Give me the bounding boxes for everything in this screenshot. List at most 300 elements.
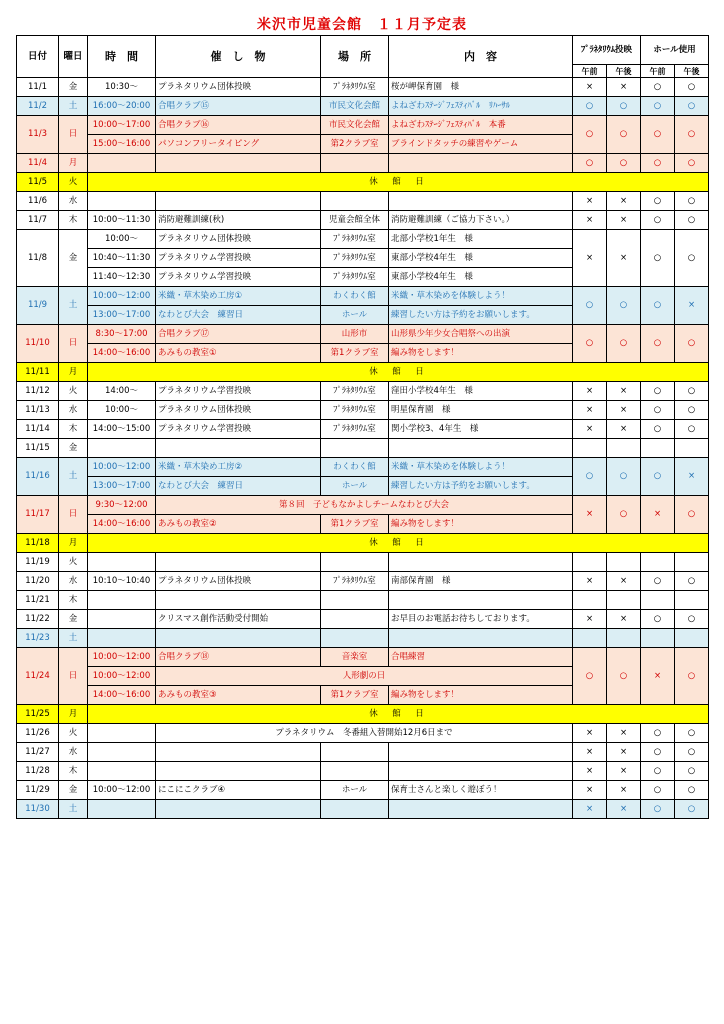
time-cell [88, 800, 156, 819]
planetarium-pm-mark: × [607, 211, 641, 230]
date-cell: 11/20 [17, 572, 59, 591]
time-cell [88, 553, 156, 572]
place-cell: わくわく館 [321, 458, 389, 477]
schedule-row [17, 496, 709, 515]
content-cell: 練習したい方は予約をお願いします。 [389, 477, 573, 496]
event-cell [156, 762, 321, 781]
planetarium-pm-mark: × [607, 572, 641, 591]
planetarium-am-mark: ○ [573, 154, 607, 173]
date-cell: 11/12 [17, 382, 59, 401]
planetarium-pm-mark: ○ [607, 458, 641, 496]
hall-am-mark: ○ [641, 724, 675, 743]
date-cell: 11/30 [17, 800, 59, 819]
place-cell: 山形市 [321, 325, 389, 344]
planetarium-am-mark: × [573, 800, 607, 819]
event-cell: プラネタリウム学習投映 [156, 382, 321, 401]
hall-pm-mark: ○ [675, 762, 709, 781]
schedule-row [17, 420, 709, 439]
place-cell [321, 743, 389, 762]
hall-am-mark: ○ [641, 287, 675, 325]
planetarium-am-mark: × [573, 420, 607, 439]
hall-pm-mark: ○ [675, 211, 709, 230]
place-cell [321, 591, 389, 610]
special-event-cell: 人形劇の日 [156, 667, 573, 686]
place-cell [321, 553, 389, 572]
hall-pm-mark: × [675, 287, 709, 325]
hall-am-mark: ○ [641, 401, 675, 420]
schedule-row [17, 743, 709, 762]
content-cell [389, 591, 573, 610]
date-cell: 11/11 [17, 363, 59, 382]
hall-pm-mark: ○ [675, 325, 709, 363]
event-cell: なわとび大会 練習日 [156, 306, 321, 325]
weekday-cell: 金 [59, 610, 88, 629]
event-cell: パソコンフリータイピング [156, 135, 321, 154]
weekday-cell: 火 [59, 553, 88, 572]
planetarium-am-mark: × [573, 382, 607, 401]
event-cell [156, 154, 321, 173]
planetarium-pm-mark [607, 439, 641, 458]
content-cell: 米織・草木染めを体験しよう！ [389, 287, 573, 306]
schedule-row [17, 610, 709, 629]
planetarium-pm-mark: × [607, 420, 641, 439]
closed-day-label: 休 館 日 [88, 534, 709, 553]
event-cell [156, 192, 321, 211]
date-cell: 11/18 [17, 534, 59, 553]
planetarium-am-mark: × [573, 496, 607, 534]
time-cell: 10:00～12:00 [88, 458, 156, 477]
content-cell: 関小学校3、4年生 様 [389, 420, 573, 439]
place-cell [321, 629, 389, 648]
event-cell: あみもの教室① [156, 344, 321, 363]
weekday-cell: 火 [59, 724, 88, 743]
content-cell: 桜が岬保育園 様 [389, 78, 573, 97]
planetarium-pm-mark: × [607, 762, 641, 781]
place-cell: 児童会館全体 [321, 211, 389, 230]
weekday-cell: 火 [59, 173, 88, 192]
hall-pm-mark: ○ [675, 800, 709, 819]
weekday-cell: 土 [59, 800, 88, 819]
date-cell: 11/23 [17, 629, 59, 648]
hall-am-mark: ○ [641, 743, 675, 762]
place-cell: ホール [321, 781, 389, 800]
planetarium-am-mark: × [573, 211, 607, 230]
content-cell: 合唱練習 [389, 648, 573, 667]
place-cell: ﾌﾟﾗﾈﾀﾘｳﾑ室 [321, 249, 389, 268]
header-hall-pm: 午後 [675, 65, 709, 78]
planetarium-pm-mark: × [607, 743, 641, 762]
weekday-cell: 月 [59, 705, 88, 724]
hall-pm-mark [675, 553, 709, 572]
hall-am-mark: ○ [641, 154, 675, 173]
weekday-cell: 月 [59, 534, 88, 553]
planetarium-am-mark: × [573, 781, 607, 800]
time-cell: 14:00～16:00 [88, 344, 156, 363]
content-cell [389, 762, 573, 781]
schedule-row [17, 287, 709, 306]
schedule-row [17, 724, 709, 743]
hall-am-mark: ○ [641, 800, 675, 819]
hall-pm-mark: ○ [675, 192, 709, 211]
hall-pm-mark: ○ [675, 382, 709, 401]
planetarium-pm-mark: ○ [607, 154, 641, 173]
planetarium-pm-mark [607, 591, 641, 610]
hall-am-mark: ○ [641, 572, 675, 591]
planetarium-pm-mark: ○ [607, 648, 641, 705]
hall-pm-mark: ○ [675, 781, 709, 800]
weekday-cell: 火 [59, 382, 88, 401]
time-cell: 9:30～12:00 [88, 496, 156, 515]
hall-am-mark: ○ [641, 382, 675, 401]
hall-am-mark: ○ [641, 762, 675, 781]
schedule-row [17, 78, 709, 97]
weekday-cell: 水 [59, 401, 88, 420]
hall-am-mark [641, 629, 675, 648]
weekday-cell: 水 [59, 572, 88, 591]
content-cell [389, 553, 573, 572]
event-cell: プラネタリウム団体投映 [156, 572, 321, 591]
schedule-row [17, 211, 709, 230]
planetarium-am-mark [573, 629, 607, 648]
time-cell: 16:00～20:00 [88, 97, 156, 116]
time-cell [88, 439, 156, 458]
place-cell: 第2クラブ室 [321, 135, 389, 154]
planetarium-pm-mark: × [607, 724, 641, 743]
planetarium-pm-mark: ○ [607, 116, 641, 154]
event-cell: プラネタリウム学習投映 [156, 420, 321, 439]
content-cell [389, 154, 573, 173]
time-cell [88, 154, 156, 173]
schedule-body [17, 78, 709, 819]
schedule-row [17, 230, 709, 249]
hall-am-mark: ○ [641, 610, 675, 629]
hall-am-mark: ○ [641, 116, 675, 154]
weekday-cell: 木 [59, 762, 88, 781]
schedule-row [17, 572, 709, 591]
date-cell: 11/15 [17, 439, 59, 458]
schedule-row [17, 705, 709, 724]
hall-pm-mark: × [675, 458, 709, 496]
planetarium-am-mark: × [573, 610, 607, 629]
event-cell: 合唱クラブ⑮ [156, 97, 321, 116]
date-cell: 11/25 [17, 705, 59, 724]
header-content: 内 容 [389, 36, 573, 78]
date-cell: 11/7 [17, 211, 59, 230]
hall-am-mark: ○ [641, 458, 675, 496]
time-cell: 13:00～17:00 [88, 477, 156, 496]
event-cell: 米織・草木染め工房② [156, 458, 321, 477]
header-planetarium-pm: 午後 [607, 65, 641, 78]
place-cell [321, 762, 389, 781]
header-planetarium-am: 午前 [573, 65, 607, 78]
place-cell [321, 610, 389, 629]
schedule-row [17, 192, 709, 211]
event-cell: プラネタリウム団体投映 [156, 230, 321, 249]
time-cell: 14:00～15:00 [88, 420, 156, 439]
schedule-row [17, 363, 709, 382]
event-cell: プラネタリウム学習投映 [156, 249, 321, 268]
date-cell: 11/10 [17, 325, 59, 363]
schedule-row [17, 97, 709, 116]
time-cell [88, 743, 156, 762]
schedule-row [17, 401, 709, 420]
time-cell: 14:00～16:00 [88, 515, 156, 534]
weekday-cell: 土 [59, 287, 88, 325]
hall-am-mark: ○ [641, 781, 675, 800]
time-cell: 10:10～10:40 [88, 572, 156, 591]
event-cell: 米織・草木染め工房① [156, 287, 321, 306]
place-cell: 第1クラブ室 [321, 515, 389, 534]
header-hall-am: 午前 [641, 65, 675, 78]
schedule-row [17, 382, 709, 401]
weekday-cell: 日 [59, 496, 88, 534]
event-cell: プラネタリウム団体投映 [156, 401, 321, 420]
content-cell [389, 192, 573, 211]
hall-pm-mark [675, 591, 709, 610]
date-cell: 11/21 [17, 591, 59, 610]
date-cell: 11/29 [17, 781, 59, 800]
schedule-row [17, 553, 709, 572]
content-cell [389, 743, 573, 762]
header-place: 場 所 [321, 36, 389, 78]
hall-am-mark: ○ [641, 192, 675, 211]
event-cell [156, 553, 321, 572]
weekday-cell: 水 [59, 192, 88, 211]
hall-am-mark: ○ [641, 325, 675, 363]
header-hall: ホール使用 [641, 36, 709, 65]
schedule-row [17, 458, 709, 477]
date-cell: 11/4 [17, 154, 59, 173]
time-cell: 15:00～16:00 [88, 135, 156, 154]
content-cell: 東部小学校4年生 様 [389, 249, 573, 268]
schedule-row [17, 325, 709, 344]
schedule-row [17, 591, 709, 610]
event-cell: あみもの教室③ [156, 686, 321, 705]
time-cell: 10:00～12:00 [88, 648, 156, 667]
planetarium-pm-mark: × [607, 78, 641, 97]
time-cell: 13:00～17:00 [88, 306, 156, 325]
date-cell: 11/9 [17, 287, 59, 325]
planetarium-am-mark: × [573, 192, 607, 211]
content-cell: 編み物をします！ [389, 344, 573, 363]
place-cell: ﾌﾟﾗﾈﾀﾘｳﾑ室 [321, 420, 389, 439]
schedule-row [17, 116, 709, 135]
planetarium-am-mark: × [573, 78, 607, 97]
time-cell: 10:00～17:00 [88, 116, 156, 135]
event-cell: プラネタリウム学習投映 [156, 268, 321, 287]
event-cell: プラネタリウム団体投映 [156, 78, 321, 97]
date-cell: 11/6 [17, 192, 59, 211]
time-cell: 8:30～17:00 [88, 325, 156, 344]
planetarium-pm-mark: × [607, 230, 641, 287]
place-cell: ﾌﾟﾗﾈﾀﾘｳﾑ室 [321, 268, 389, 287]
content-cell: 窪田小学校4年生 様 [389, 382, 573, 401]
hall-pm-mark: ○ [675, 116, 709, 154]
weekday-cell: 木 [59, 591, 88, 610]
header-planetarium: ﾌﾟﾗﾈﾀﾘｳﾑ投映 [573, 36, 641, 65]
hall-pm-mark: ○ [675, 743, 709, 762]
date-cell: 11/17 [17, 496, 59, 534]
time-cell: 14:00～ [88, 382, 156, 401]
planetarium-pm-mark: ○ [607, 287, 641, 325]
date-cell: 11/26 [17, 724, 59, 743]
weekday-cell: 木 [59, 211, 88, 230]
weekday-cell: 月 [59, 363, 88, 382]
content-cell: 編み物をします！ [389, 515, 573, 534]
event-cell: 合唱クラブ⑱ [156, 648, 321, 667]
place-cell: ホール [321, 306, 389, 325]
date-cell: 11/16 [17, 458, 59, 496]
time-cell [88, 724, 156, 743]
time-cell: 10:00～ [88, 230, 156, 249]
closed-day-label: 休 館 日 [88, 173, 709, 192]
hall-am-mark: ○ [641, 230, 675, 287]
weekday-cell: 日 [59, 325, 88, 363]
hall-pm-mark [675, 439, 709, 458]
hall-pm-mark: ○ [675, 154, 709, 173]
schedule-row [17, 154, 709, 173]
planetarium-pm-mark: × [607, 800, 641, 819]
place-cell: わくわく館 [321, 287, 389, 306]
date-cell: 11/8 [17, 230, 59, 287]
content-cell: 練習したい方は予約をお願いします。 [389, 306, 573, 325]
place-cell [321, 154, 389, 173]
place-cell [321, 800, 389, 819]
content-cell [389, 629, 573, 648]
schedule-row [17, 800, 709, 819]
weekday-cell: 月 [59, 154, 88, 173]
time-cell: 10:40～11:30 [88, 249, 156, 268]
content-cell: 南部保育園 様 [389, 572, 573, 591]
event-cell: 合唱クラブ⑯ [156, 116, 321, 135]
header-dow: 曜日 [59, 36, 88, 78]
hall-am-mark: ○ [641, 78, 675, 97]
event-cell: あみもの教室② [156, 515, 321, 534]
time-cell: 10:00～12:00 [88, 667, 156, 686]
time-cell: 10:00～12:00 [88, 287, 156, 306]
hall-am-mark [641, 591, 675, 610]
content-cell [389, 439, 573, 458]
notice-cell: プラネタリウム 冬番組入替開始12月6日まで [156, 724, 573, 743]
place-cell [321, 439, 389, 458]
content-cell: 北部小学校1年生 様 [389, 230, 573, 249]
schedule-row [17, 534, 709, 553]
planetarium-pm-mark: × [607, 610, 641, 629]
page-title: 米沢市児童会館 １１月予定表 [257, 17, 467, 33]
place-cell: 第1クラブ室 [321, 344, 389, 363]
planetarium-am-mark: × [573, 762, 607, 781]
place-cell [321, 192, 389, 211]
time-cell: 10:30～ [88, 78, 156, 97]
hall-pm-mark: ○ [675, 420, 709, 439]
place-cell: 市民文化会館 [321, 116, 389, 135]
planetarium-am-mark: × [573, 230, 607, 287]
time-cell [88, 762, 156, 781]
event-cell [156, 800, 321, 819]
event-cell [156, 591, 321, 610]
header-time: 時 間 [88, 36, 156, 78]
date-cell: 11/24 [17, 648, 59, 705]
hall-am-mark: ○ [641, 211, 675, 230]
date-cell: 11/1 [17, 78, 59, 97]
planetarium-am-mark: ○ [573, 325, 607, 363]
hall-pm-mark: ○ [675, 230, 709, 287]
closed-day-label: 休 館 日 [88, 363, 709, 382]
content-cell: 米織・草木染めを体験しよう！ [389, 458, 573, 477]
planetarium-am-mark: ○ [573, 648, 607, 705]
weekday-cell: 金 [59, 230, 88, 287]
planetarium-pm-mark [607, 629, 641, 648]
content-cell: ブラインドタッチの練習やゲーム [389, 135, 573, 154]
time-cell [88, 610, 156, 629]
planetarium-am-mark: ○ [573, 458, 607, 496]
place-cell: 第1クラブ室 [321, 686, 389, 705]
hall-pm-mark [675, 629, 709, 648]
date-cell: 11/2 [17, 97, 59, 116]
planetarium-pm-mark: ○ [607, 496, 641, 534]
content-cell: 保育士さんと楽しく遊ぼう！ [389, 781, 573, 800]
hall-am-mark: ○ [641, 420, 675, 439]
weekday-cell: 金 [59, 439, 88, 458]
event-cell: 消防避難訓練(秋) [156, 211, 321, 230]
planetarium-pm-mark: × [607, 382, 641, 401]
weekday-cell: 水 [59, 743, 88, 762]
hall-am-mark: × [641, 648, 675, 705]
schedule-row [17, 781, 709, 800]
hall-pm-mark: ○ [675, 496, 709, 534]
event-cell: にこにこクラブ④ [156, 781, 321, 800]
content-cell: 編み物をします！ [389, 686, 573, 705]
planetarium-am-mark [573, 439, 607, 458]
planetarium-am-mark: × [573, 743, 607, 762]
planetarium-pm-mark: × [607, 401, 641, 420]
content-cell: よねざわｽﾃｰｼﾞﾌｪｽﾃｨﾊﾞﾙ 本番 [389, 116, 573, 135]
schedule-row [17, 762, 709, 781]
header-event: 催 し 物 [156, 36, 321, 78]
hall-pm-mark: ○ [675, 78, 709, 97]
date-cell: 11/27 [17, 743, 59, 762]
weekday-cell: 金 [59, 781, 88, 800]
event-cell [156, 439, 321, 458]
planetarium-pm-mark: × [607, 781, 641, 800]
time-cell: 10:00～12:00 [88, 781, 156, 800]
weekday-cell: 土 [59, 629, 88, 648]
weekday-cell: 木 [59, 420, 88, 439]
date-cell: 11/19 [17, 553, 59, 572]
planetarium-pm-mark: ○ [607, 97, 641, 116]
planetarium-pm-mark [607, 553, 641, 572]
weekday-cell: 日 [59, 648, 88, 705]
schedule-row [17, 629, 709, 648]
place-cell: ﾌﾟﾗﾈﾀﾘｳﾑ室 [321, 230, 389, 249]
planetarium-pm-mark: × [607, 192, 641, 211]
hall-pm-mark: ○ [675, 724, 709, 743]
date-cell: 11/22 [17, 610, 59, 629]
date-cell: 11/5 [17, 173, 59, 192]
weekday-cell: 金 [59, 78, 88, 97]
planetarium-pm-mark: ○ [607, 325, 641, 363]
time-cell [88, 629, 156, 648]
event-cell [156, 629, 321, 648]
time-cell: 10:00～ [88, 401, 156, 420]
date-cell: 11/13 [17, 401, 59, 420]
planetarium-am-mark [573, 553, 607, 572]
event-cell: 合唱クラブ⑰ [156, 325, 321, 344]
schedule-row [17, 173, 709, 192]
place-cell: 市民文化会館 [321, 97, 389, 116]
planetarium-am-mark: × [573, 401, 607, 420]
content-cell: お早目のお電話お待ちしております。 [389, 610, 573, 629]
